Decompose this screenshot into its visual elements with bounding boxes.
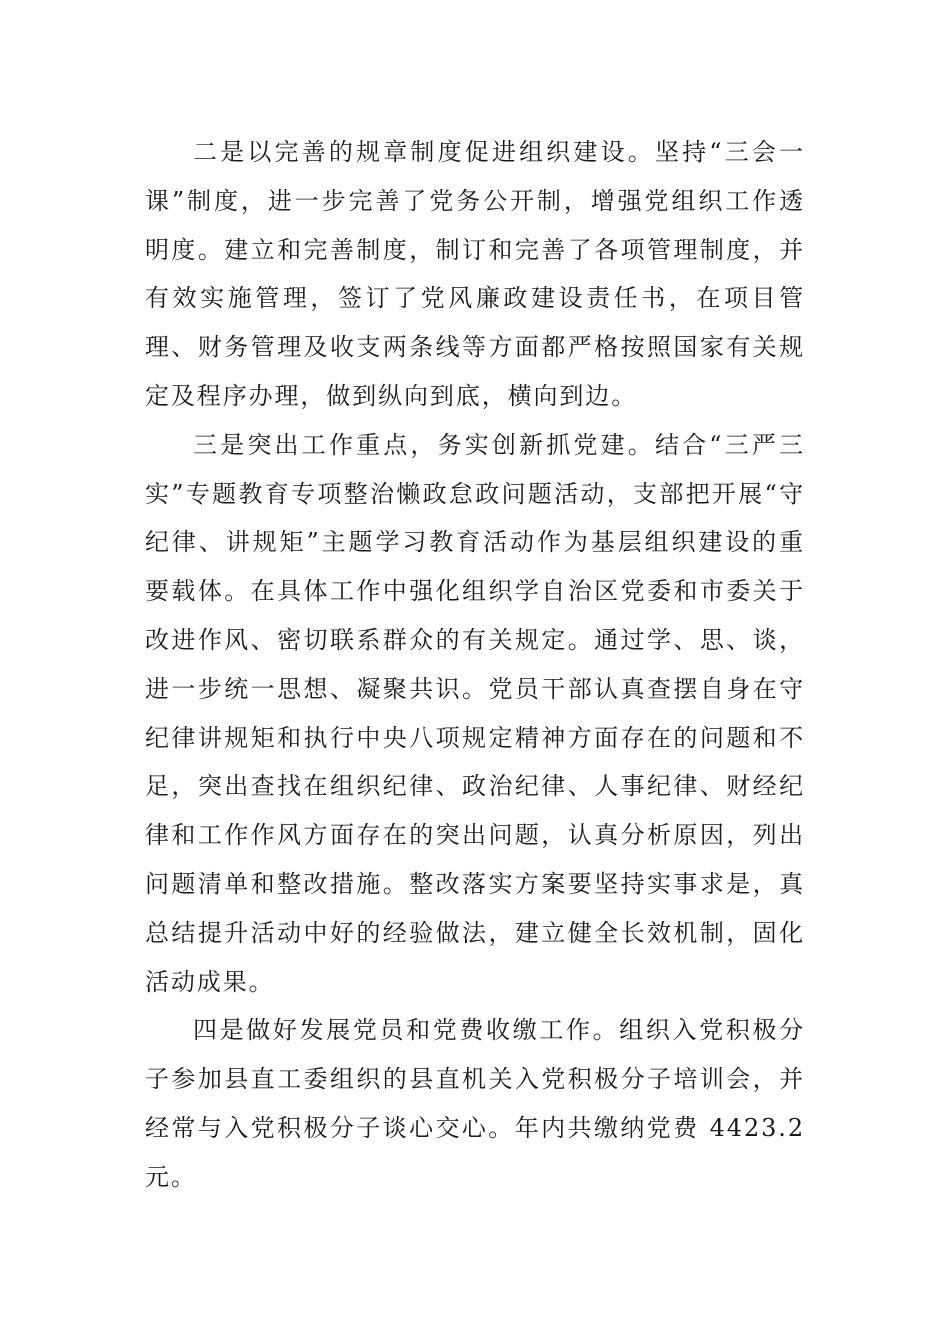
paragraph-work-focus: 三是突出工作重点，务实创新抓党建。结合“三严三实”专题教育专项整治懒政怠政问题活动，支部把开展“守纪律、讲规矩”主题学习教育活动作为基层组织建设的重要载体。在具体工作中强化组织学自治区党委和市委关于改进作风、密切联系群众的有关规定。通过学、思、谈，进一步统一思想、凝聚共识。党员干部认真查摆自身在守纪律讲规矩和执行中央八项规定精神方面存在的问题和不足，突出查找在组织纪律、政治纪律、人事纪律、财经纪律和工作作风方面存在的突出问题，认真分析原因，列出问题清单和整改措施。整改落实方案要坚持实事求是，真总结提升活动中好的经验做法，建立健全长效机制，固化活动成果。 xyxy=(145,430,805,996)
document-body xyxy=(145,128,805,1202)
paragraph-organization-system: 二是以完善的规章制度促进组织建设。坚持“三会一课”制度，进一步完善了党务公开制，增强党组织工作透明度。建立和完善制度，制订和完善了各项管理制度，并有效实施管理，签订了党风廉政建设责任书，在项目管理、财务管理及收支两条线等方面都严格按照国家有关规定及程序办理，做到纵向到底，横向到边。 xyxy=(145,138,805,410)
paragraph-party-dues: 四是做好发展党员和党费收缴工作。组织入党积极分子参加县直工委组织的县直机关入党积极分子培训会，并经常与入党积极分子谈心交心。年内共缴纳党费 4423.2 元。 xyxy=(145,1016,805,1191)
